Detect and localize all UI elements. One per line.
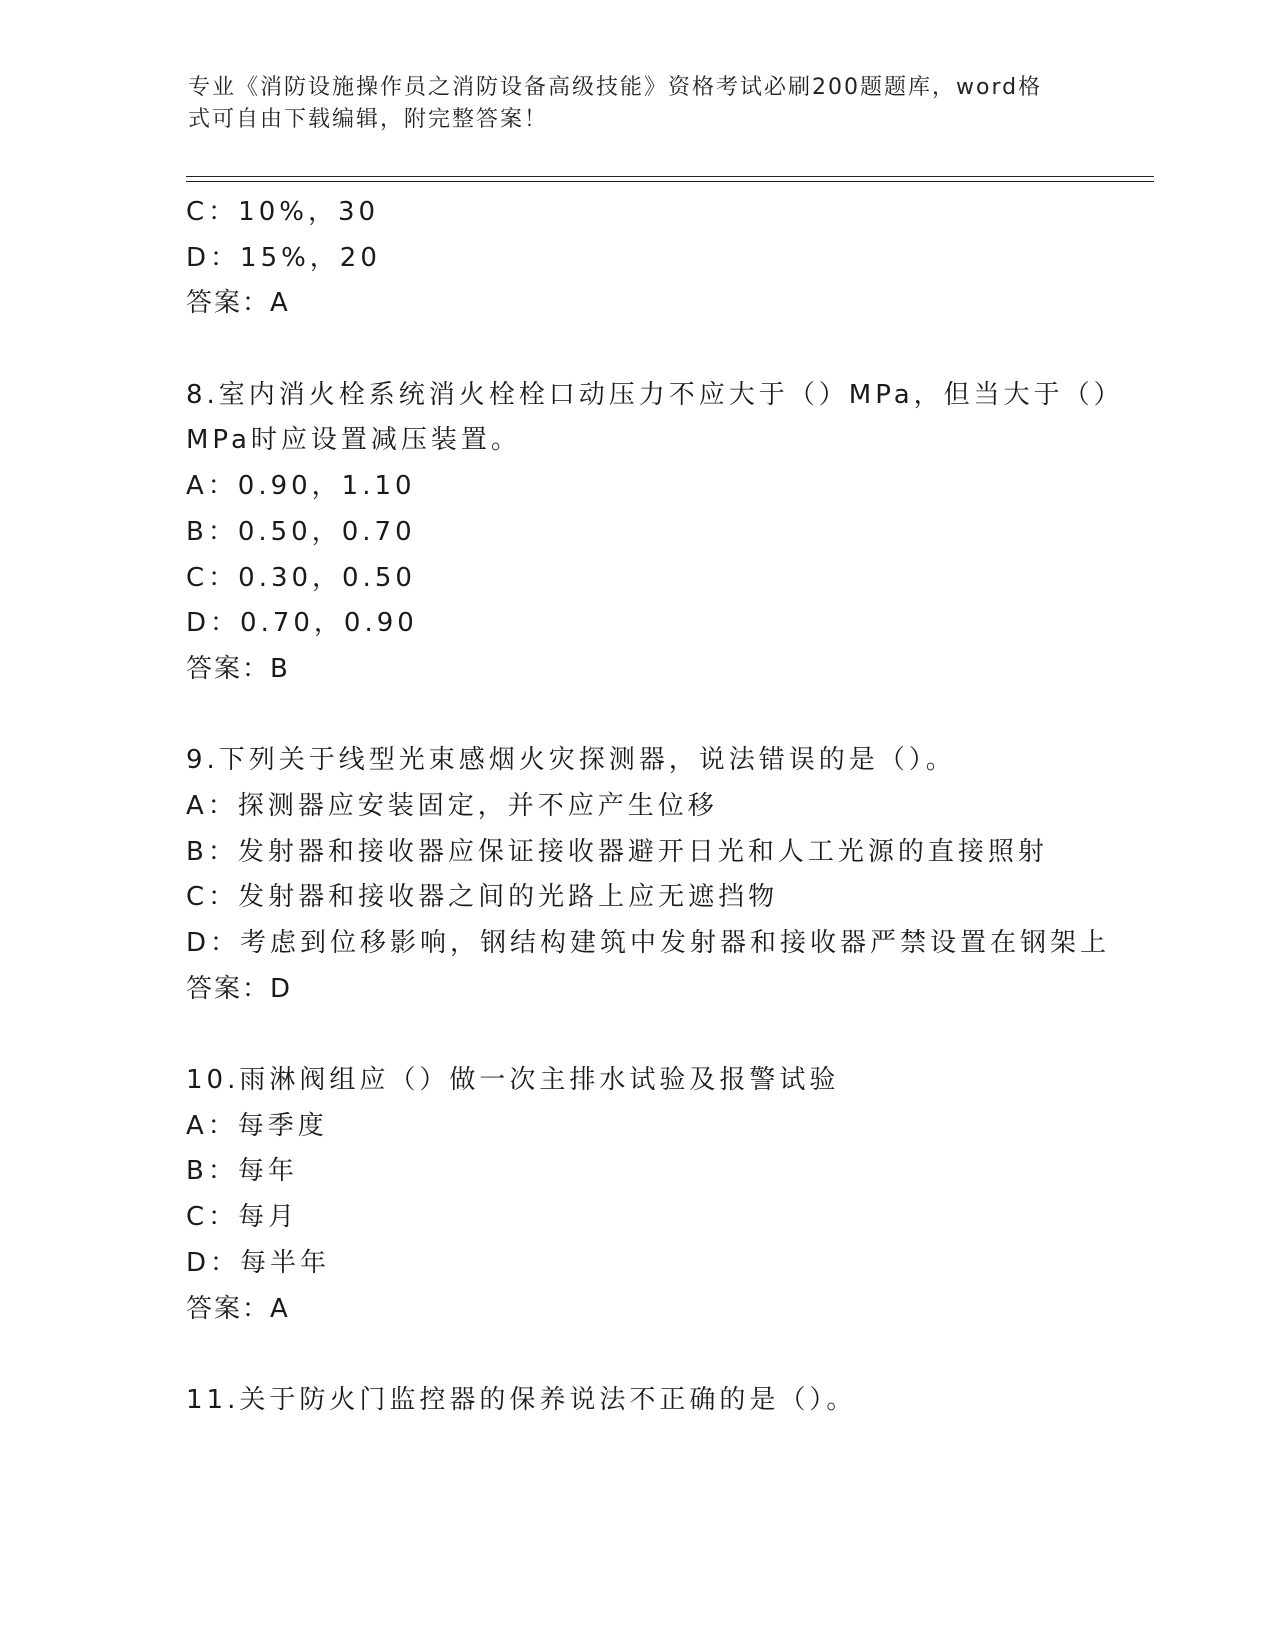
option-c: C：0.30，0.50 [186,562,416,593]
option-c: C：10%，30 [186,197,380,227]
header-divider-top [186,176,1154,177]
option-d: D：考虑到位移影响，钢结构建筑中发射器和接收器严禁设置在钢架上 [186,928,1111,958]
question-stem: 9.下列关于线型光束感烟火灾探测器，说法错误的是（）。 [186,745,956,776]
option-d: D：每半年 [186,1247,331,1278]
option-a: A：0.90，1.10 [186,471,416,502]
header-divider-bottom [186,181,1154,182]
document-header [188,72,1068,136]
answer-label: 答案： [186,1293,271,1324]
answer-value: D [270,973,293,1004]
option-d: D：0.70，0.90 [186,608,418,639]
spacer [186,693,1146,739]
answer-line [186,1287,1146,1333]
question-7-tail [186,190,1146,327]
question-11 [186,1378,1146,1424]
answer-label: 答案： [186,653,271,684]
option-c: C：发射器和接收器之间的光路上应无遮挡物 [186,882,779,913]
question-9 [186,738,1146,1012]
option-c: C：每月 [186,1202,299,1233]
question-10 [186,1058,1146,1332]
question-stem-line-1: 8.室内消火栓系统消火栓栓口动压力不应大于（）MPa，但当大于（） [186,379,1124,410]
option-d: D：15%，20 [186,242,381,273]
option-b: B：0.50，0.70 [186,516,416,547]
answer-value: B [270,653,290,684]
answer-line [186,281,1146,327]
question-stem: 11.关于防火门监控器的保养说法不正确的是（）。 [186,1384,857,1415]
option-a: A：每季度 [186,1110,328,1141]
option-a: A：探测器应安装固定，并不应产生位移 [186,790,718,821]
answer-line [186,967,1146,1013]
option-b: B：每年 [186,1156,298,1187]
answer-value: A [270,288,290,319]
question-stem: 10.雨淋阀组应（）做一次主排水试验及报警试验 [186,1065,840,1096]
answer-label: 答案： [186,973,271,1004]
answer-value: A [270,1293,290,1324]
question-8 [186,373,1146,693]
spacer [186,327,1146,373]
header-title-line-1: 专业《消防设施操作员之消防设备高级技能》资格考试必刷200题题库，word格 [188,75,1043,100]
spacer [186,1332,1146,1378]
answer-label: 答案： [186,288,271,319]
answer-line [186,647,1146,693]
question-content [186,190,1146,1424]
header-title-line-2: 式可自由下载编辑，附完整答案！ [188,107,549,132]
spacer [186,1012,1146,1058]
option-b: B：发射器和接收器应保证接收器避开日光和人工光源的直接照射 [186,836,1048,867]
question-stem-line-2: MPa时应设置减压装置。 [186,425,521,456]
